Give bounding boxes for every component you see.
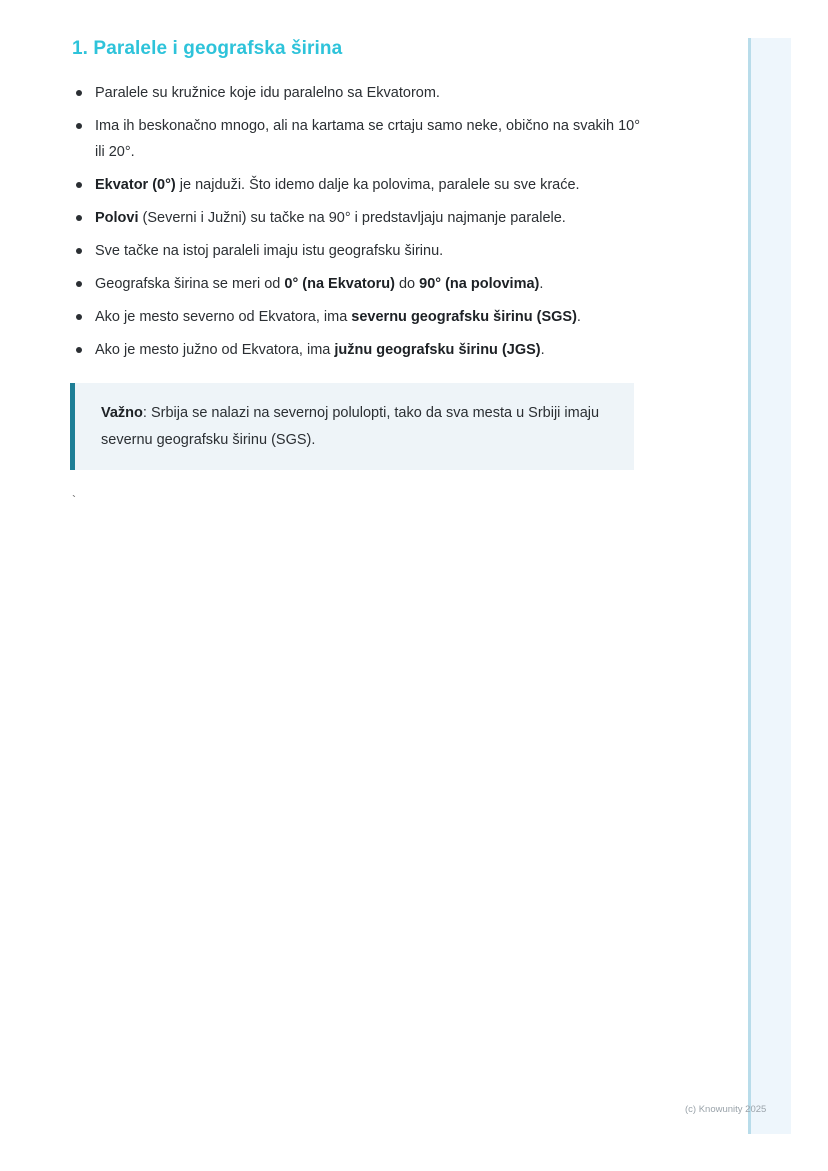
side-band-line <box>748 38 751 1134</box>
stray-mark: ` <box>72 493 76 507</box>
footer-copyright: (c) Knowunity 2025 <box>685 1104 767 1115</box>
bullet-bold-text: 90° (na polovima) <box>419 276 540 292</box>
bullet-text: Ako je mesto južno od Ekvatora, ima <box>95 342 335 358</box>
bullet-text: . <box>540 342 545 358</box>
bullet-dot <box>76 90 82 96</box>
bullet-bold-text: južnu geografsku širinu (JGS) <box>334 342 541 358</box>
bullet-dot <box>76 347 82 353</box>
bullet-bold-text: severnu geografsku širinu (SGS) <box>351 309 577 325</box>
bullet-text: (Severni i Južni) su tačke na 90° i predstavljaju najmanje paralele. <box>138 210 566 226</box>
callout-text: : Srbija se nalazi na severnoj polulopti, tako da sva mesta u Srbiji imaju severnu geografsku širinu (SGS). <box>101 405 600 448</box>
bullet-bold-text: Polovi <box>95 210 139 226</box>
side-band <box>748 38 791 1134</box>
list-item <box>76 304 646 330</box>
list-item <box>76 205 646 231</box>
list-item <box>76 271 646 297</box>
bullet-dot <box>76 123 82 129</box>
bullet-bold-text: Ekvator (0°) <box>95 177 176 193</box>
bullet-text: Ako je mesto severno od Ekvatora, ima <box>95 309 352 325</box>
bullet-text: je najduži. Što idemo dalje ka polovima, paralele su sve kraće. <box>175 177 580 193</box>
bullet-dot <box>76 182 82 188</box>
bullet-text: do <box>394 276 420 292</box>
bullet-dot <box>76 248 82 254</box>
bullet-dot <box>76 281 82 287</box>
callout-label: Važno <box>101 405 143 421</box>
bullet-dot <box>76 314 82 320</box>
bullet-text: Sve tačke na istoj paraleli imaju istu geografsku širinu. <box>95 243 444 259</box>
section-title: 1. Paralele i geografska širina <box>72 38 343 59</box>
bullet-bold-text: 0° (na Ekvatoru) <box>284 276 395 292</box>
bullet-dot <box>76 215 82 221</box>
bullet-list <box>76 80 646 370</box>
list-item <box>76 80 646 106</box>
list-item <box>76 337 646 363</box>
bullet-text: Geografska širina se meri od <box>95 276 285 292</box>
list-item <box>76 238 646 264</box>
list-item <box>76 172 646 198</box>
important-callout <box>70 383 634 470</box>
bullet-text: . <box>539 276 544 292</box>
bullet-text: Paralele su kružnice koje idu paralelno sa Ekvatorom. <box>95 85 440 101</box>
bullet-text: . <box>576 309 581 325</box>
list-item <box>76 113 646 165</box>
bullet-text: Ima ih beskonačno mnogo, ali na kartama se crtaju samo neke, obično na svakih 10° ili 20°. <box>95 118 641 160</box>
